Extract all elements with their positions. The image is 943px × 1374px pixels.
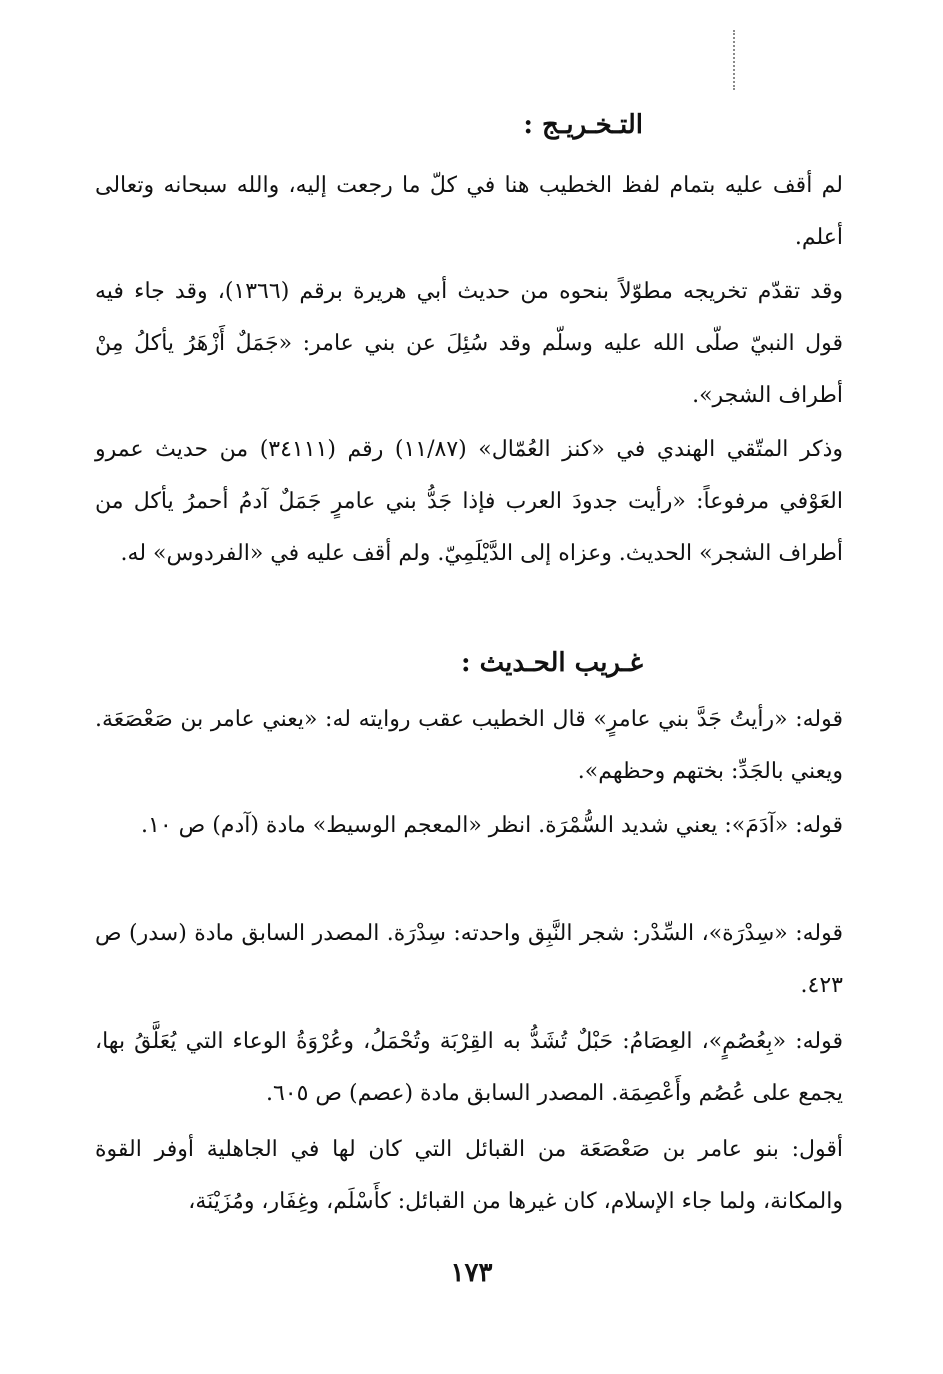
section-heading-takhrij: التـخـريـج : <box>523 110 643 140</box>
paragraph-gharib-4: قوله: «بِعُصُمٍ»، العِصَامُ: حَبْلٌ تُشَدُّ به القِرْبَة وتُحْمَلُ، وعُرْوَةُ الوعاء التي يُعَلَّقُ بها، يجمع على عُصُم وأَعْصِمَة. المصدر السابق مادة (عصم) ص ٦٠٥. <box>95 1029 843 1106</box>
margin-dotted-mark <box>733 30 735 90</box>
paragraph-gharib-5: أقول: بنو عامر بن صَعْصَعَة من القبائل التي كان لها في الجاهلية أوفر القوة والمكانة، ولما جاء الإسلام، كان غيرها من القبائل: كأَسْلَم، وغِفَار، ومُزَيْنَة، <box>95 1137 843 1214</box>
page-number: ١٧٣ <box>450 1258 493 1288</box>
paragraph-gharib-2: قوله: «آدَمَ»: يعني شديد السُّمْرَة. انظر «المعجم الوسيط» مادة (آدم) ص ١٠. <box>141 813 843 838</box>
paragraph-takhrij-1: لم أقف عليه بتمام لفظ الخطيب هنا في كلّ ما رجعت إليه، والله سبحانه وتعالى أعلم. <box>95 173 843 250</box>
paragraph-takhrij-3: وذكر المتّقي الهندي في «كنز العُمّال» (١١/٨٧) رقم (٣٤١١١) من حديث عمرو العَوْفي مرفوعاً: «رأيت جدودَ العرب فإذا جَدُّ بني عامرٍ جَمَلٌ آدمُ أحمرُ يأكل من أطراف الشجر» الحديث. وعزاه إلى الدَّيْلَمِيّ. ولم أقف عليه في «الفردوس» له. <box>95 437 844 566</box>
paragraph-gharib-3: قوله: «سِدْرَة»، السِّدْر: شجر النَّبِق واحدته: سِدْرَة. المصدر السابق مادة (سدر) ص ٤٢٣. <box>95 921 843 998</box>
paragraph-takhrij-2: وقد تقدّم تخريجه مطوّلاً بنحوه من حديث أبي هريرة برقم (١٣٦٦)، وقد جاء فيه قول النبيّ صلّى الله عليه وسلّم وقد سُئِلَ عن بني عامر: «جَمَلٌ أَزْهَرُ يأكلُ مِنْ أطراف الشجر». <box>95 279 843 408</box>
section-heading-gharib: غـريب الحـديث : <box>461 648 643 678</box>
paragraph-gharib-1: قوله: «رأيتُ جَدَّ بني عامرٍ» قال الخطيب عقب روايته له: «يعني عامر بن صَعْصَعَة. ويعني بالجَدِّ: بختهم وحظهم». <box>95 707 843 784</box>
